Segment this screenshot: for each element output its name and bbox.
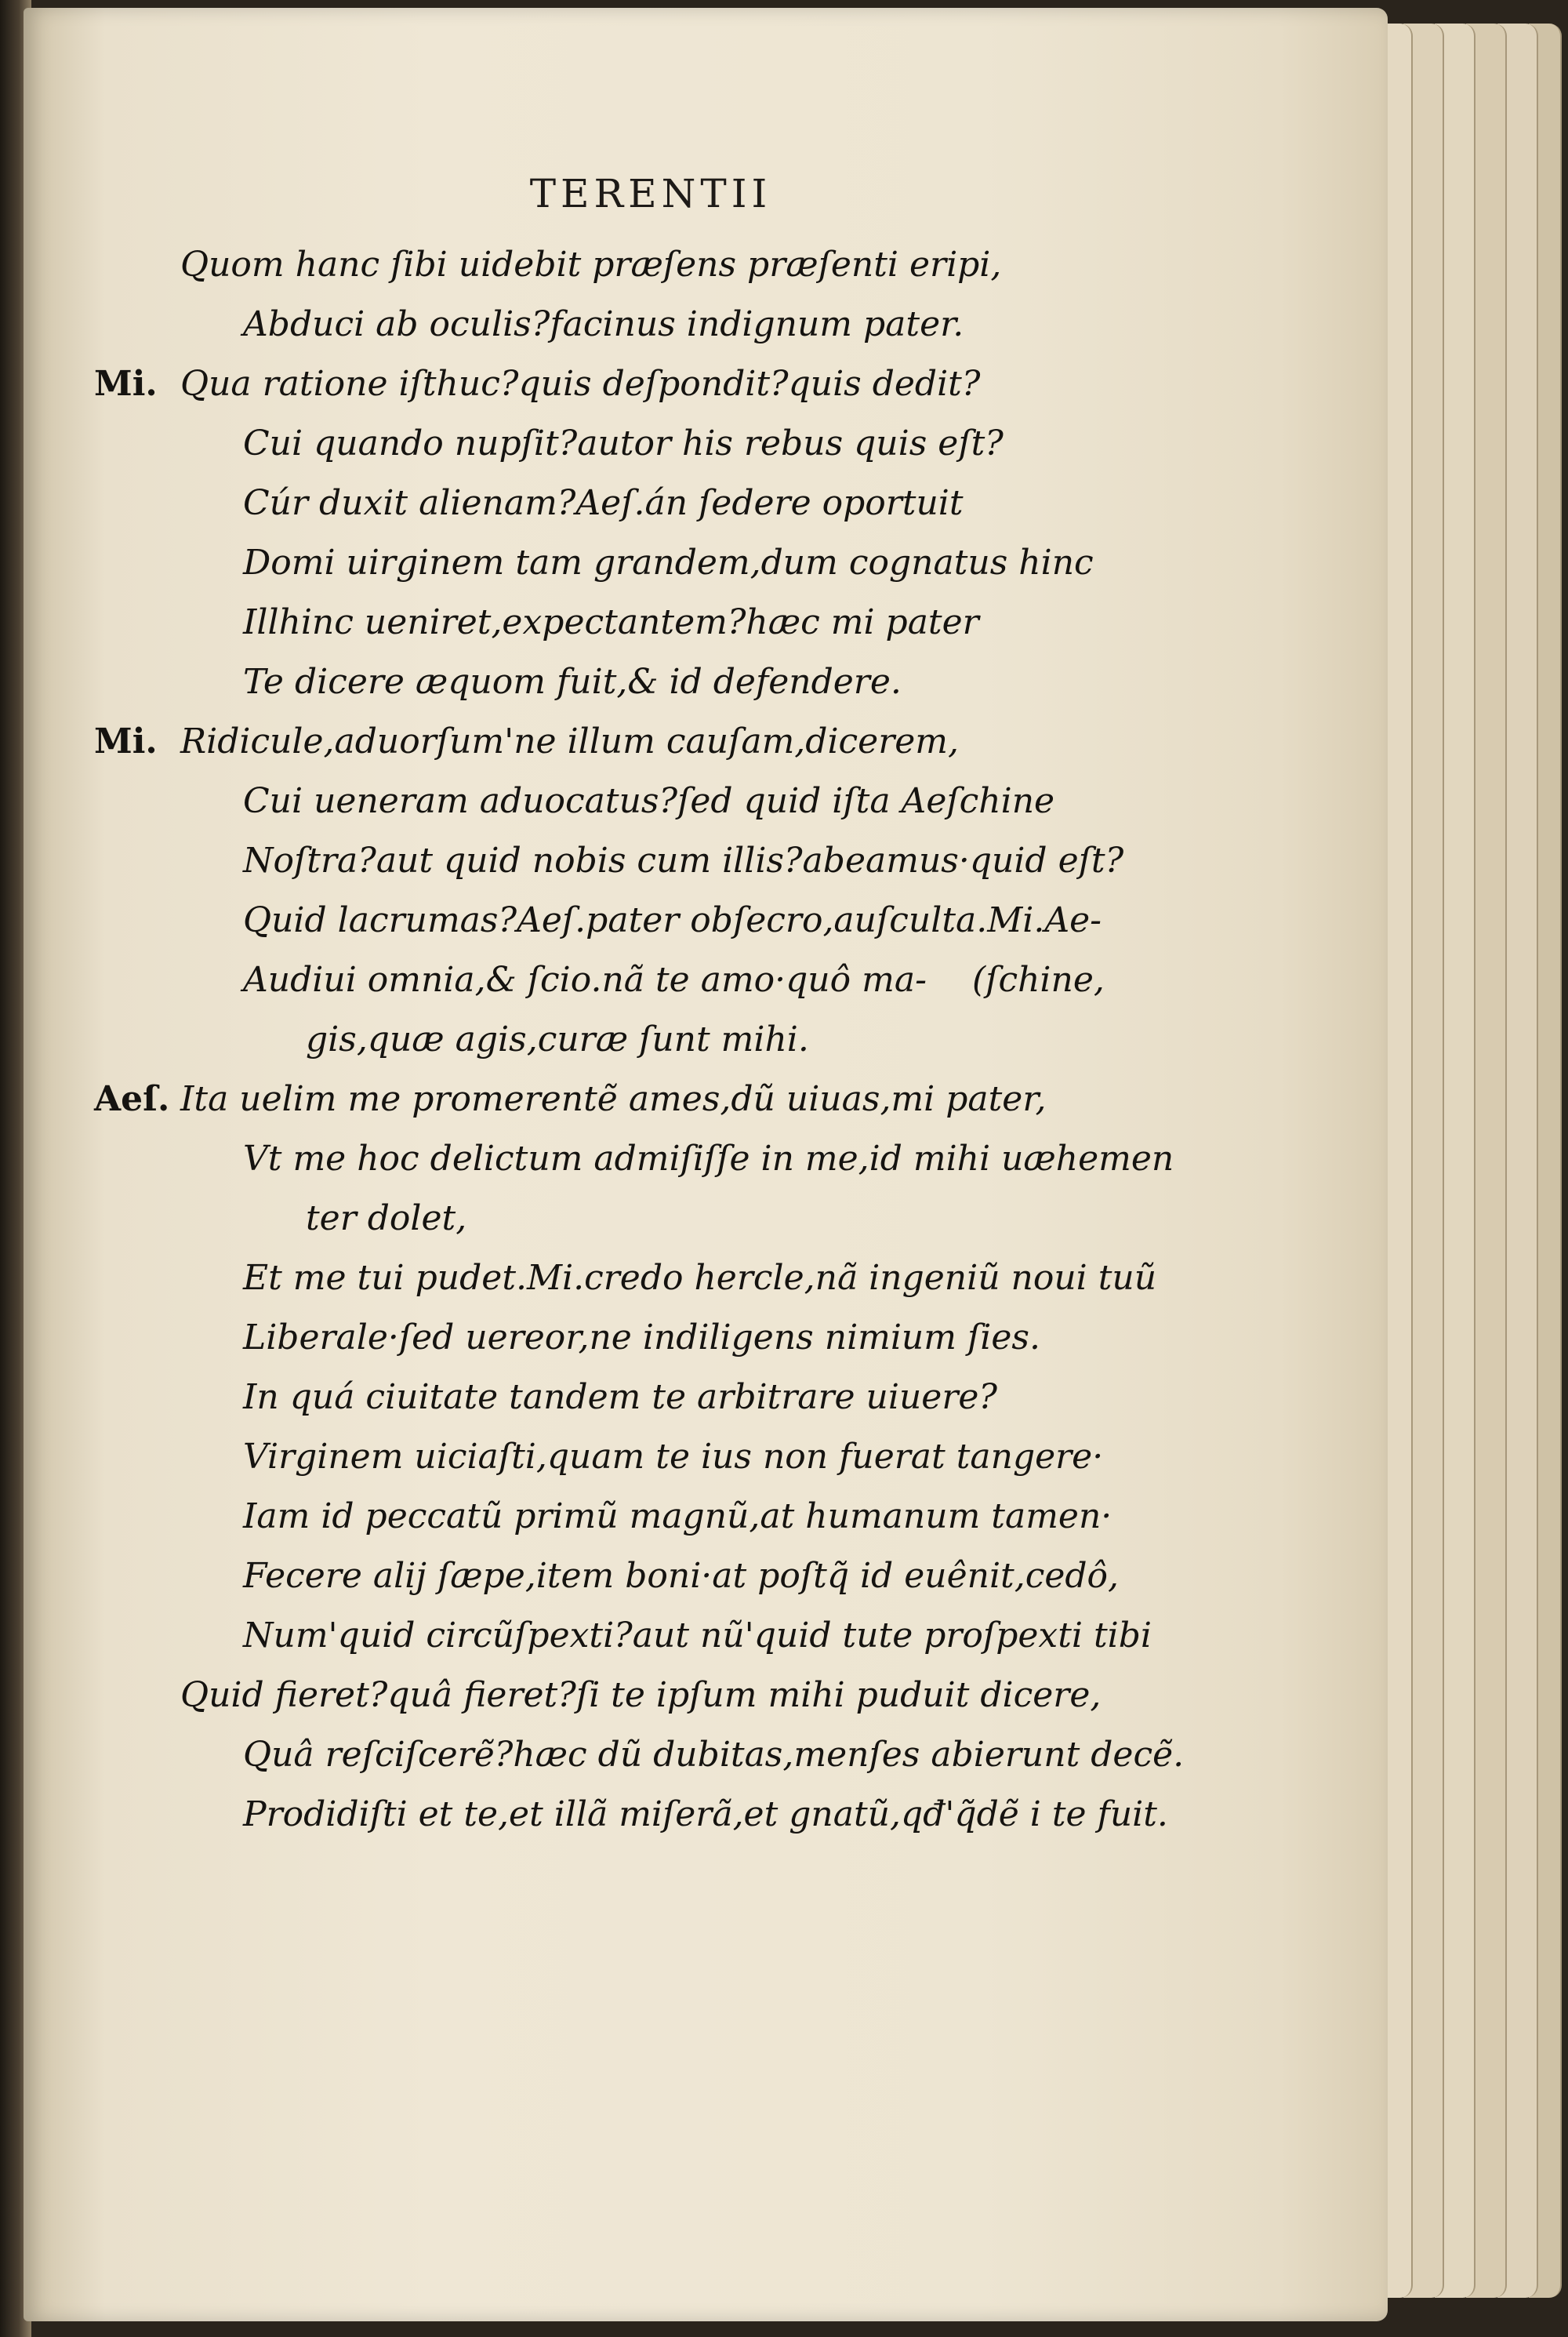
verse-line: [102, 652, 1152, 712]
verse-text: [94, 235, 1185, 1845]
verse-text-line: Audiui omnia,& ſcio.nã te amo·quô ma-: [243, 960, 927, 1000]
running-head: TERENTII: [529, 171, 772, 216]
turnover-text: (ſchine,: [972, 960, 1105, 1000]
verse-text-line: Liberale·ſed uereor,ne indiligens nimium ſies.: [243, 1318, 1040, 1357]
verse-text-line: Cúr duxit alienam?Aeſ.án ſedere oportuit: [243, 483, 964, 523]
verse-line: [102, 1606, 1152, 1666]
verse-text-line: Cui ueneram aduocatus?ſed quid iſta Aeſchine: [243, 781, 1055, 821]
verse-text-line: Et me tui pudet.Mi.credo hercle,nã ingeniũ noui tuũ: [243, 1258, 1157, 1298]
speaker-label: Mi.: [94, 721, 158, 761]
verse-text-line: Quâ reſciſcerẽ?hæc dũ dubitas,menſes abierunt decẽ.: [243, 1735, 1185, 1775]
verse-line: [102, 474, 1152, 533]
verse-line: [102, 1785, 1168, 1845]
verse-line: [102, 593, 1152, 652]
verse-line: [102, 1189, 1152, 1248]
verse-line: [94, 712, 1152, 772]
verse-line: [102, 1487, 1152, 1546]
verse-line: [102, 1129, 1174, 1189]
verse-line: [102, 1725, 1185, 1785]
verse-line: [102, 235, 1152, 295]
verse-text-line: In quá ciuitate tandem te arbitrare uiuere?: [243, 1377, 998, 1417]
verse-line: [102, 1248, 1157, 1308]
verse-text-line: Quid lacrumas?Aeſ.pater obſecro,auſculta.Mi.Ae-: [243, 900, 1102, 940]
verse-line: [102, 1546, 1152, 1606]
verse-line: [94, 1070, 1152, 1129]
verse-text-line: Prodidiſti et te,et illã miſerã,et gnatũ,qđ'q̃dẽ i te fuit.: [243, 1794, 1168, 1834]
verse-text-line: Virginem uiciaſti,quam te ius non fuerat tangere·: [243, 1437, 1104, 1477]
speaker-label: Aeſ.: [94, 1079, 170, 1119]
verse-text-line: Cui quando nupſit?autor his rebus quis eſt?: [243, 423, 1004, 463]
verse-text-line: Quom hanc ſibi uidebit præſens præſenti eripi,: [180, 245, 1002, 285]
verse-line: [102, 1427, 1152, 1487]
verse-text-line: Te dicere æquom fuit,& id defendere.: [243, 662, 902, 702]
verse-text-line: Noſtra?aut quid nobis cum illis?abeamus·quid eſt?: [243, 841, 1124, 881]
verse-text-line: Num'quid circũſpexti?aut nũ'quid tute proſpexti tibi: [243, 1616, 1152, 1656]
verse-line: [102, 831, 1152, 891]
verse-text-line: ter dolet,: [306, 1198, 467, 1238]
verse-text-line: Iam id peccatũ primũ magnũ,at humanum tamen·: [243, 1496, 1112, 1536]
verse-line: [94, 354, 1152, 414]
verse-text-line: Quid fieret?quâ fieret?ſi te ipſum mihi puduit dicere,: [180, 1675, 1102, 1715]
verse-line: [102, 414, 1152, 474]
verse-text-line: Domi uirginem tam grandem,dum cognatus hinc: [243, 543, 1094, 583]
verse-text-line: Vt me hoc delictum admiſiſſe in me,id mihi uæhemen: [243, 1139, 1174, 1179]
verse-text-line: gis,quæ agis,curæ ſunt mihi.: [306, 1019, 809, 1059]
verse-line: [102, 891, 1152, 950]
verse-line: [102, 1368, 1152, 1427]
verse-line: [102, 1010, 1152, 1070]
verse-line: [102, 772, 1152, 831]
verse-text-line: Fecere alij ſæpe,item boni·at poſtq̃ id euênit,cedô,: [243, 1556, 1120, 1596]
verse-line: [102, 533, 1152, 593]
verse-line: [102, 1308, 1152, 1368]
verse-line: [102, 950, 1152, 1010]
verse-text-line: Illhinc ueniret,expectantem?hæc mi pater: [243, 602, 979, 642]
verse-text-line: Qua ratione iſthuc?quis deſpondit?quis dedit?: [180, 364, 981, 404]
speaker-label: Mi.: [94, 364, 158, 404]
verse-text-line: Ita uelim me promerentẽ ames,dũ uiuas,mi pater,: [180, 1079, 1047, 1119]
verse-line: [102, 295, 1152, 354]
verse-text-line: Abduci ab oculis?facinus indignum pater.: [243, 304, 964, 344]
verse-text-line: Ridicule,aduorſum'ne illum cauſam,dicerem,: [180, 721, 959, 761]
verse-line: [102, 1666, 1152, 1725]
